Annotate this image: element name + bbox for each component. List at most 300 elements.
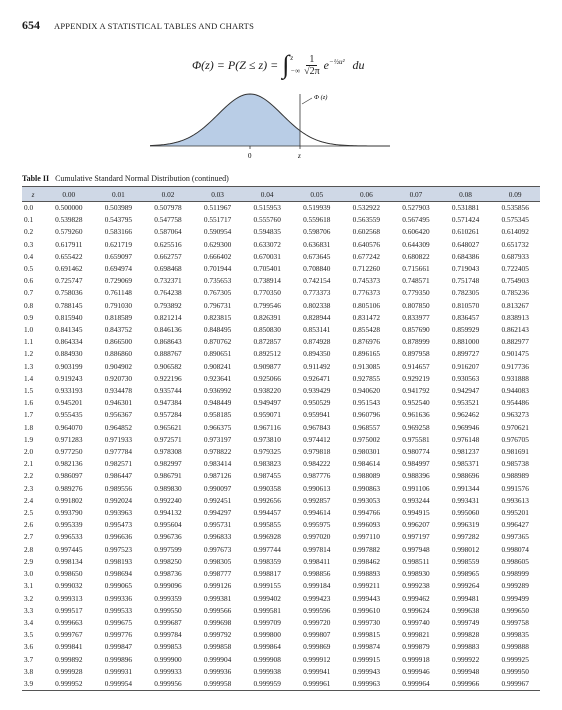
probability-cell: 0.732371 <box>154 276 182 286</box>
probability-cell: 0.828944 <box>303 312 331 322</box>
probability-cell: 0.911492 <box>303 361 331 371</box>
z-value-cell: 0.9 <box>24 312 34 322</box>
probability-cell: 0.725747 <box>55 276 83 286</box>
header-row <box>22 187 540 202</box>
table-row <box>22 263 540 275</box>
z-column-header: z <box>22 187 44 202</box>
probability-cell: 0.997523 <box>104 544 133 554</box>
probability-cell: 0.998559 <box>451 556 480 566</box>
probability-cell: 0.864334 <box>55 337 83 347</box>
probability-cell: 0.983414 <box>203 459 232 469</box>
probability-cell: 0.995731 <box>203 520 232 530</box>
probability-cell: 0.994766 <box>352 508 381 518</box>
probability-cell: 0.960796 <box>352 410 381 420</box>
column-header: 0.08 <box>441 187 491 202</box>
probability-cell: 0.770350 <box>253 288 281 298</box>
probability-cell: 0.846136 <box>154 325 182 335</box>
probability-cell: 0.999698 <box>203 617 232 627</box>
table-body <box>22 202 540 691</box>
probability-cell: 0.773373 <box>303 288 331 298</box>
probability-cell: 0.947384 <box>154 398 182 408</box>
probability-cell: 0.995060 <box>451 508 480 518</box>
lower-limit: −∞ <box>290 67 301 76</box>
z-value-cell: 0.2 <box>24 227 34 237</box>
z-value-cell: 0.4 <box>24 251 34 261</box>
probability-cell: 0.998359 <box>253 556 281 566</box>
probability-cell: 0.950529 <box>303 398 331 408</box>
probability-cell: 0.999928 <box>55 666 83 676</box>
leader-arrow <box>302 98 312 104</box>
z-value-cell: 3.6 <box>24 642 34 652</box>
probability-cell: 0.975002 <box>352 434 381 444</box>
probability-cell: 0.999815 <box>352 630 381 640</box>
probability-cell: 0.997282 <box>451 532 480 542</box>
probability-cell: 0.999264 <box>451 581 480 591</box>
probability-cell: 0.999964 <box>391 678 441 691</box>
probability-cell: 0.992451 <box>203 495 232 505</box>
probability-cell: 0.994297 <box>203 508 232 518</box>
probability-cell: 0.843752 <box>104 325 133 335</box>
probability-cell: 0.567495 <box>402 215 430 225</box>
probability-cell: 0.991802 <box>55 495 83 505</box>
probability-cell: 0.998817 <box>253 569 281 579</box>
probability-cell: 0.982136 <box>55 459 83 469</box>
table-row <box>22 275 540 287</box>
probability-cell: 0.742154 <box>303 276 331 286</box>
probability-cell: 0.969258 <box>402 422 430 432</box>
z-value-cell: 2.9 <box>24 556 34 566</box>
probability-cell: 0.748571 <box>402 276 430 286</box>
probability-cell: 0.826391 <box>253 312 281 322</box>
probability-cell: 0.998650 <box>55 569 83 579</box>
table-row <box>22 544 540 556</box>
probability-cell: 0.999958 <box>193 678 243 691</box>
upper-limit: z <box>290 54 294 62</box>
probability-cell: 0.968557 <box>352 422 381 432</box>
probability-cell: 0.995604 <box>154 520 182 530</box>
probability-cell: 0.644309 <box>402 239 430 249</box>
probability-cell: 0.994132 <box>154 508 182 518</box>
probability-cell: 0.996207 <box>402 520 430 530</box>
probability-cell: 0.999499 <box>501 593 529 603</box>
probability-cell: 0.994457 <box>253 508 281 518</box>
region-label: Φ (z) <box>314 94 328 101</box>
table-row <box>22 483 540 495</box>
probability-cell: 0.972571 <box>154 434 182 444</box>
probability-cell: 0.594835 <box>253 227 281 237</box>
probability-cell: 0.998856 <box>303 569 331 579</box>
probability-cell: 0.662757 <box>154 251 182 261</box>
probability-cell: 0.989830 <box>154 483 182 493</box>
probability-cell: 0.998736 <box>154 569 182 579</box>
probability-cell: 0.793892 <box>154 300 182 310</box>
probability-cell: 0.500000 <box>55 203 83 212</box>
probability-cell: 0.764238 <box>154 288 182 298</box>
probability-cell: 0.998074 <box>501 544 529 554</box>
probability-cell: 0.999892 <box>55 654 83 664</box>
probability-cell: 0.977250 <box>55 447 83 457</box>
probability-cell: 0.996928 <box>253 532 281 542</box>
probability-cell: 0.996833 <box>203 532 232 542</box>
probability-cell: 0.882977 <box>501 337 529 347</box>
probability-cell: 0.999948 <box>451 666 480 676</box>
probability-cell: 0.959941 <box>303 410 331 420</box>
probability-cell: 0.999943 <box>352 666 381 676</box>
probability-cell: 0.980774 <box>402 447 430 457</box>
probability-cell: 0.761148 <box>104 288 132 298</box>
probability-cell: 0.999912 <box>303 654 331 664</box>
probability-cell: 0.995855 <box>253 520 281 530</box>
probability-cell: 0.987776 <box>303 471 331 481</box>
probability-cell: 0.999709 <box>253 617 281 627</box>
probability-cell: 0.919243 <box>55 373 83 383</box>
probability-cell: 0.999096 <box>154 581 182 591</box>
probability-cell: 0.993244 <box>402 495 430 505</box>
table-row <box>22 409 540 421</box>
probability-cell: 0.785236 <box>501 288 529 298</box>
formula-lhs: Φ(z) = P(Z ≤ z) = <box>192 57 279 72</box>
probability-cell: 0.999888 <box>501 642 529 652</box>
probability-cell: 0.962462 <box>451 410 480 420</box>
probability-cell: 0.539828 <box>55 215 83 225</box>
probability-cell: 0.884930 <box>55 349 83 359</box>
probability-cell: 0.987455 <box>253 471 281 481</box>
probability-cell: 0.955435 <box>55 410 83 420</box>
probability-cell: 0.598706 <box>303 227 331 237</box>
probability-cell: 0.999767 <box>55 630 83 640</box>
probability-cell: 0.989556 <box>104 483 133 493</box>
table-row <box>22 336 540 348</box>
probability-cell: 0.993790 <box>55 508 83 518</box>
probability-cell: 0.807850 <box>402 300 430 310</box>
probability-cell: 0.999925 <box>501 654 529 664</box>
table-row <box>22 239 540 251</box>
table-row <box>22 556 540 568</box>
probability-cell: 0.983823 <box>253 459 281 469</box>
probability-cell: 0.999936 <box>203 666 232 676</box>
table-caption <box>22 174 229 183</box>
probability-cell: 0.985738 <box>501 459 529 469</box>
probability-cell: 0.997948 <box>402 544 430 554</box>
probability-cell: 0.999289 <box>501 581 529 591</box>
probability-cell: 0.993053 <box>352 495 381 505</box>
probability-cell: 0.929219 <box>402 373 430 383</box>
fraction-denominator: √2π <box>304 65 320 77</box>
probability-cell: 0.998134 <box>55 556 83 566</box>
probability-cell: 0.999184 <box>303 581 331 591</box>
probability-cell: 0.855428 <box>352 325 381 335</box>
probability-cell: 0.551717 <box>203 215 232 225</box>
table-row <box>22 373 540 385</box>
z-value-cell: 0.0 <box>24 203 34 212</box>
probability-cell: 0.999908 <box>253 654 281 664</box>
probability-cell: 0.735653 <box>203 276 232 286</box>
probability-cell: 0.886860 <box>104 349 133 359</box>
z-value-cell: 2.8 <box>24 544 34 554</box>
probability-cell: 0.981237 <box>451 447 480 457</box>
probability-cell: 0.957284 <box>154 410 182 420</box>
column-header: 0.03 <box>193 187 243 202</box>
probability-cell: 0.942947 <box>451 386 480 396</box>
probability-cell: 0.583166 <box>104 227 133 237</box>
probability-cell: 0.992024 <box>104 495 133 505</box>
probability-cell: 0.999517 <box>55 605 83 615</box>
probability-cell: 0.782305 <box>451 288 480 298</box>
z-value-cell: 3.8 <box>24 666 34 676</box>
z-value-cell: 3.9 <box>22 678 44 691</box>
probability-cell: 0.999758 <box>501 617 529 627</box>
probability-cell: 0.953521 <box>451 398 480 408</box>
probability-cell: 0.999776 <box>104 630 133 640</box>
probability-cell: 0.999675 <box>104 617 133 627</box>
table-row <box>22 422 540 434</box>
probability-cell: 0.999032 <box>55 581 83 591</box>
table-row <box>22 470 540 482</box>
probability-cell: 0.999933 <box>154 666 182 676</box>
probability-cell: 0.959071 <box>253 410 281 420</box>
table-row <box>22 458 540 470</box>
probability-cell: 0.998012 <box>451 544 480 554</box>
probability-cell: 0.590954 <box>203 227 232 237</box>
probability-cell: 0.999879 <box>402 642 430 652</box>
probability-cell: 0.648027 <box>451 239 480 249</box>
table-row <box>22 580 540 592</box>
probability-cell: 0.999954 <box>94 678 144 691</box>
probability-cell: 0.708840 <box>303 264 331 274</box>
table-row <box>22 214 540 226</box>
probability-cell: 0.941792 <box>402 386 430 396</box>
probability-cell: 0.507978 <box>154 203 182 212</box>
probability-cell: 0.532922 <box>352 203 381 212</box>
probability-cell: 0.984614 <box>352 459 381 469</box>
probability-cell: 0.841345 <box>55 325 83 335</box>
probability-cell: 0.868643 <box>154 337 182 347</box>
probability-cell: 0.866500 <box>104 337 133 347</box>
table-row <box>22 617 540 629</box>
probability-cell: 0.951543 <box>352 398 381 408</box>
probability-cell: 0.722405 <box>501 264 529 274</box>
table-row <box>22 568 540 580</box>
probability-cell: 0.999941 <box>303 666 331 676</box>
probability-cell: 0.874928 <box>303 337 331 347</box>
probability-cell: 0.936992 <box>203 386 232 396</box>
probability-cell: 0.677242 <box>352 251 381 261</box>
table-row <box>22 251 540 263</box>
table-row <box>22 593 540 605</box>
probability-cell: 0.680822 <box>402 251 430 261</box>
probability-cell: 0.979325 <box>253 447 281 457</box>
probability-cell: 0.917736 <box>501 361 529 371</box>
probability-cell: 0.633072 <box>253 239 281 249</box>
probability-cell: 0.998777 <box>203 569 232 579</box>
column-header: 0.06 <box>342 187 392 202</box>
probability-cell: 0.970621 <box>501 422 529 432</box>
probability-cell: 0.791030 <box>104 300 133 310</box>
probability-cell: 0.673645 <box>303 251 331 261</box>
probability-cell: 0.659097 <box>104 251 133 261</box>
probability-cell: 0.999952 <box>44 678 94 691</box>
probability-cell: 0.906582 <box>154 361 182 371</box>
probability-cell: 0.617911 <box>55 239 83 249</box>
z-value-cell: 1.0 <box>24 325 34 335</box>
probability-cell: 0.999720 <box>303 617 331 627</box>
z-value-cell: 2.7 <box>24 532 34 542</box>
probability-cell: 0.997882 <box>352 544 381 554</box>
probability-cell: 0.999638 <box>451 605 480 615</box>
z-value-cell: 1.2 <box>24 349 34 359</box>
table-row <box>22 519 540 531</box>
probability-cell: 0.999918 <box>402 654 430 664</box>
probability-cell: 0.904902 <box>104 361 133 371</box>
column-header: 0.07 <box>391 187 441 202</box>
table-row <box>22 287 540 299</box>
column-header: 0.02 <box>143 187 193 202</box>
probability-cell: 0.987126 <box>203 471 232 481</box>
z-value-cell: 2.5 <box>24 508 34 518</box>
probability-cell: 0.805106 <box>352 300 381 310</box>
integrand-exponent: −½u² <box>328 57 345 66</box>
probability-cell: 0.990863 <box>352 483 381 493</box>
probability-cell: 0.579260 <box>55 227 83 237</box>
probability-cell: 0.614092 <box>501 227 529 237</box>
differential: du <box>352 57 365 72</box>
probability-cell: 0.896165 <box>352 349 381 359</box>
z-value-cell: 3.5 <box>24 630 34 640</box>
probability-cell: 0.999596 <box>303 605 331 615</box>
table-row <box>22 226 540 238</box>
probability-cell: 0.999581 <box>253 605 281 615</box>
probability-cell: 0.999950 <box>501 666 529 676</box>
probability-cell: 0.602568 <box>352 227 381 237</box>
probability-cell: 0.995201 <box>501 508 529 518</box>
probability-cell: 0.503989 <box>104 203 133 212</box>
z-value-cell: 1.4 <box>24 373 34 383</box>
probability-cell: 0.543795 <box>104 215 133 225</box>
probability-cell: 0.966375 <box>203 422 232 432</box>
probability-cell: 0.999896 <box>104 654 133 664</box>
probability-cell: 0.952540 <box>402 398 430 408</box>
z-value-cell: 2.1 <box>24 459 34 469</box>
probability-cell: 0.908241 <box>203 361 232 371</box>
probability-cell: 0.923641 <box>203 373 232 383</box>
probability-cell: 0.555760 <box>253 215 281 225</box>
probability-cell: 0.999922 <box>451 654 480 664</box>
z-value-cell: 1.9 <box>24 434 34 444</box>
probability-cell: 0.958185 <box>203 410 232 420</box>
probability-cell: 0.991576 <box>501 483 529 493</box>
probability-cell: 0.694974 <box>104 264 133 274</box>
probability-cell: 0.985371 <box>451 459 480 469</box>
table-row <box>22 385 540 397</box>
z-value-cell: 0.5 <box>24 264 34 274</box>
probability-cell: 0.571424 <box>451 215 480 225</box>
probability-cell: 0.999784 <box>154 630 182 640</box>
z-value-cell: 3.0 <box>24 569 34 579</box>
probability-cell: 0.913085 <box>352 361 381 371</box>
probability-cell: 0.999807 <box>303 630 331 640</box>
probability-cell: 0.999915 <box>352 654 381 664</box>
probability-cell: 0.991344 <box>451 483 480 493</box>
probability-cell: 0.998462 <box>352 556 381 566</box>
probability-cell: 0.988696 <box>451 471 480 481</box>
probability-cell: 0.999402 <box>253 593 281 603</box>
probability-cell: 0.999610 <box>352 605 381 615</box>
probability-cell: 0.836457 <box>451 312 480 322</box>
probability-cell: 0.821214 <box>154 312 182 322</box>
probability-cell: 0.767305 <box>203 288 232 298</box>
probability-cell: 0.988396 <box>402 471 430 481</box>
probability-cell: 0.655422 <box>55 251 83 261</box>
probability-cell: 0.939429 <box>303 386 331 396</box>
probability-cell: 0.990613 <box>303 483 331 493</box>
probability-cell: 0.997814 <box>303 544 331 554</box>
probability-cell: 0.998605 <box>501 556 529 566</box>
probability-cell: 0.705401 <box>253 264 281 274</box>
probability-cell: 0.899727 <box>451 349 480 359</box>
z-value-cell: 0.6 <box>24 276 34 286</box>
probability-cell: 0.981691 <box>501 447 529 457</box>
z-value-cell: 1.6 <box>24 398 34 408</box>
z-value-cell: 0.3 <box>24 239 34 249</box>
probability-cell: 0.999858 <box>203 642 232 652</box>
probability-cell: 0.999065 <box>104 581 133 591</box>
probability-cell: 0.993613 <box>501 495 529 505</box>
probability-cell: 0.999938 <box>253 666 281 676</box>
probability-cell: 0.796731 <box>203 300 232 310</box>
table-row <box>22 446 540 458</box>
probability-cell: 0.989276 <box>55 483 83 493</box>
probability-cell: 0.547758 <box>154 215 182 225</box>
probability-cell: 0.535856 <box>501 203 529 212</box>
probability-cell: 0.986097 <box>55 471 83 481</box>
table-header <box>22 187 540 202</box>
probability-cell: 0.881000 <box>451 337 480 347</box>
probability-cell: 0.888767 <box>154 349 182 359</box>
probability-cell: 0.729069 <box>104 276 133 286</box>
probability-cell: 0.897958 <box>402 349 430 359</box>
probability-cell: 0.946301 <box>104 398 133 408</box>
z-value-cell: 1.8 <box>24 422 34 432</box>
fraction-numerator: 1 <box>306 54 317 66</box>
probability-cell: 0.997445 <box>55 544 83 554</box>
probability-cell: 0.914657 <box>402 361 430 371</box>
probability-cell: 0.982997 <box>154 459 182 469</box>
probability-cell: 0.995975 <box>303 520 331 530</box>
table-label: Table II <box>22 174 50 183</box>
probability-cell: 0.745373 <box>352 276 381 286</box>
probability-cell: 0.945201 <box>55 398 83 408</box>
probability-cell: 0.971283 <box>55 434 83 444</box>
probability-cell: 0.999931 <box>104 666 133 676</box>
page-number: 654 <box>22 18 40 32</box>
z-value-cell: 0.7 <box>24 288 34 298</box>
probability-cell: 0.999966 <box>441 678 491 691</box>
table-row <box>22 202 540 215</box>
probability-cell: 0.640576 <box>352 239 381 249</box>
probability-cell: 0.999238 <box>402 581 430 591</box>
probability-cell: 0.999792 <box>203 630 232 640</box>
z-value-cell: 0.1 <box>24 215 34 225</box>
probability-cell: 0.999828 <box>451 630 480 640</box>
normalizing-fraction <box>304 54 320 77</box>
probability-cell: 0.999821 <box>402 630 430 640</box>
cdf-formula <box>192 52 365 79</box>
normal-distribution-table <box>22 186 540 691</box>
table-row <box>22 531 540 543</box>
probability-cell: 0.996636 <box>104 532 133 542</box>
probability-cell: 0.973197 <box>203 434 232 444</box>
column-header: 0.00 <box>44 187 94 202</box>
